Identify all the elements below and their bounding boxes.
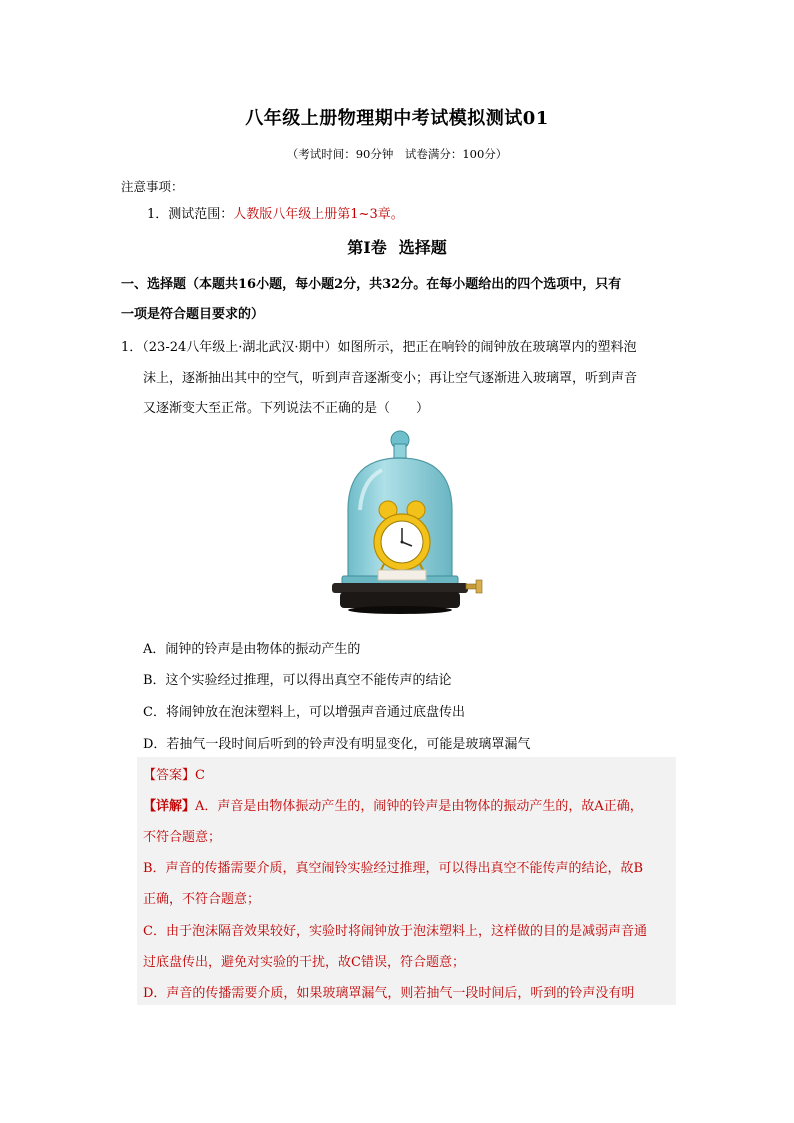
part-heading — [0, 235, 794, 258]
answer-detail-line4: 正确，不符合题意； — [143, 892, 261, 907]
answer-detail-line2: 不符合题意； — [143, 830, 222, 845]
exam-info: （考试时间：90分钟 试卷满分：100分） — [286, 147, 508, 161]
answer-detail-line6: 过底盘传出，避免对实验的干扰，故C错误，符合题意； — [143, 955, 465, 970]
answer-detail-line5: C．由于泡沫隔音效果较好，实验时将闹钟放于泡沫塑料上，这样做的目的是减弱声音通 — [143, 924, 647, 939]
section-instructions-line2: 一项是符合题目要求的） — [121, 307, 265, 322]
section-instructions-line1: 一、选择题（本题共16小题，每小题2分，共32分。在每小题给出的四个选项中，只有 — [121, 277, 622, 292]
option-d: D．若抽气一段时间后听到的铃声没有明显变化，可能是玻璃罩漏气 — [143, 737, 531, 752]
detail-label: 【详解】 — [143, 799, 196, 814]
answer-detail-line7: D．声音的传播需要介质，如果玻璃罩漏气，则若抽气一段时间后，听到的铃声没有明 — [143, 986, 635, 1001]
question-stem-line1: 1．（23-24八年级上·湖北武汉·期中）如图所示，把正在响铃的闹钟放在玻璃罩内的塑料泡 — [121, 340, 637, 355]
bell-jar-clock-figure — [330, 430, 490, 615]
option-b: B．这个实验经过推理，可以得出真空不能传声的结论 — [143, 673, 452, 688]
question-stem-line2: 沫上，逐渐抽出其中的空气，听到声音逐渐变小；再让空气逐渐进入玻璃罩，听到声音 — [143, 371, 638, 386]
option-c: C．将闹钟放在泡沫塑料上，可以增强声音通过底盘传出 — [143, 705, 465, 720]
question-stem-line3: 又逐渐变大至正常。下列说法不正确的是（ ） — [143, 401, 430, 416]
answer-label: 【答案】C — [143, 768, 205, 783]
answer-detail-line1 — [143, 795, 643, 814]
part-name: 选择题 — [398, 238, 447, 257]
scope-prefix: 1．测试范围： — [147, 207, 234, 222]
part-number: 第Ⅰ卷 — [347, 238, 387, 257]
notes-label: 注意事项： — [121, 179, 184, 194]
scope-highlight: 人教版八年级上册第1~3章。 — [233, 207, 404, 222]
test-scope — [147, 203, 404, 222]
option-a: A．闹钟的铃声是由物体的振动产生的 — [143, 642, 361, 657]
page-title: 八年级上册物理期中考试模拟测试01 — [245, 108, 549, 129]
detail-text-a1: A．声音是由物体振动产生的，闹钟的铃声是由物体的振动产生的，故A正确， — [195, 799, 643, 814]
answer-detail-line3: B．声音的传播需要介质，真空闹铃实验经过推理，可以得出真空不能传声的结论，故B — [143, 861, 644, 876]
